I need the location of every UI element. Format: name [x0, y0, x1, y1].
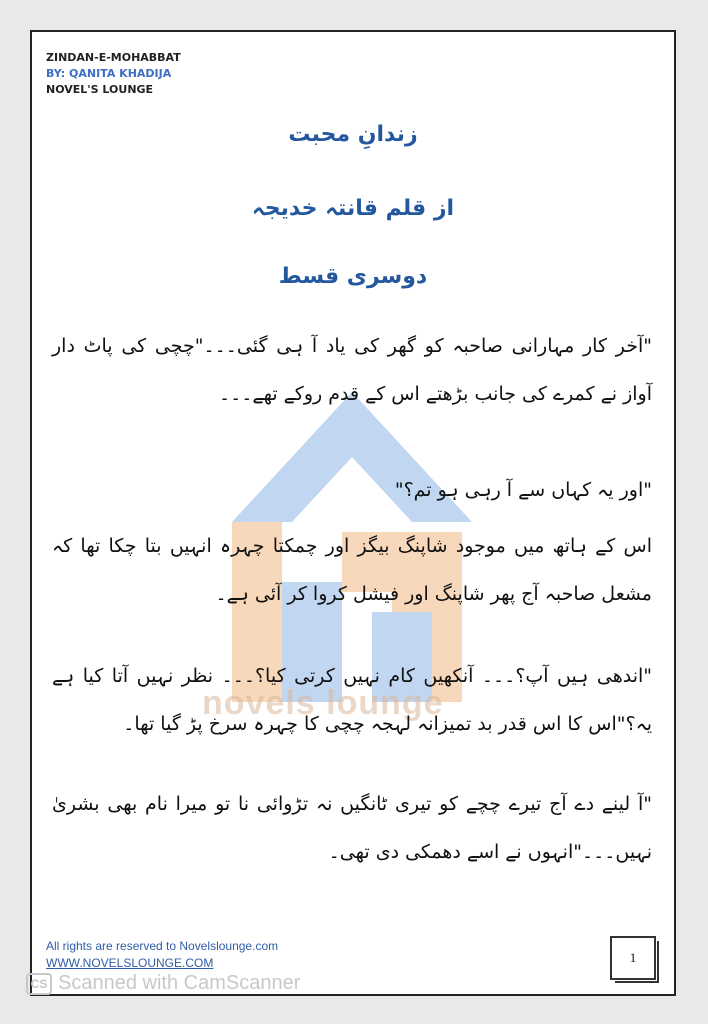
document-footer: [46, 938, 278, 972]
document-header: [46, 50, 181, 98]
paragraph: اس کے ہاتھ میں موجود شاپنگ بیگز اور چمکتا چہرہ انہیں بتا چکا تھا کہ مشعل صاحبہ آج پھر شاپنگ اور فیشل کروا کر آئی ہے۔: [52, 535, 652, 605]
paragraph: "اور یہ کہاں سے آ رہی ہو تم؟": [394, 479, 652, 501]
rights-notice: All rights are reserved to Novelslounge.com: [46, 939, 279, 953]
camscanner-stamp: [26, 972, 300, 995]
header-publisher: NOVEL'S LOUNGE: [46, 83, 154, 96]
paragraph: "آ لینے دے آج تیرے چچے کو تیری ٹانگیں نہ تڑوائی نا تو میرا نام بھی بشریٰ نہیں۔۔۔"انہوں نے اسے دھمکی دی تھی۔: [52, 793, 652, 863]
document-page: [30, 30, 676, 996]
watermark-text: novels lounge: [202, 684, 444, 722]
novel-title: زندانِ محبت: [288, 122, 418, 147]
author-title: از قلم قانتہ خدیجہ: [251, 196, 455, 221]
page-number-box: [610, 936, 656, 980]
page-number: 1: [629, 950, 637, 965]
camscanner-text: Scanned with CamScanner: [58, 972, 301, 994]
paragraph: "اندھی ہیں آپ؟۔۔۔ آنکھیں کام نہیں کرتی کیا؟۔۔۔ نظر نہیں آتا کیا ہے یہ؟"اس کا اس قدر بد تمیزانہ لہجہ چچی کا چہرہ سرخ پڑ گیا تھا۔: [52, 665, 652, 735]
website-link[interactable]: WWW.NOVELSLOUNGE.COM: [46, 956, 214, 970]
paragraph: "آخر کار مہارانی صاحبہ کو گھر کی یاد آ ہی گئی۔۔۔"چچی کی پاٹ دار آواز نے کمرے کی جانب بڑھتے اس کے قدم روکے تھے۔۔۔: [52, 335, 652, 405]
header-author: BY: QANITA KHADIJA: [46, 67, 172, 80]
episode-title: دوسری قسط: [278, 264, 428, 289]
camscanner-logo-icon: CS: [26, 973, 52, 995]
header-novel-name: ZINDAN-E-MOHABBAT: [46, 51, 181, 64]
